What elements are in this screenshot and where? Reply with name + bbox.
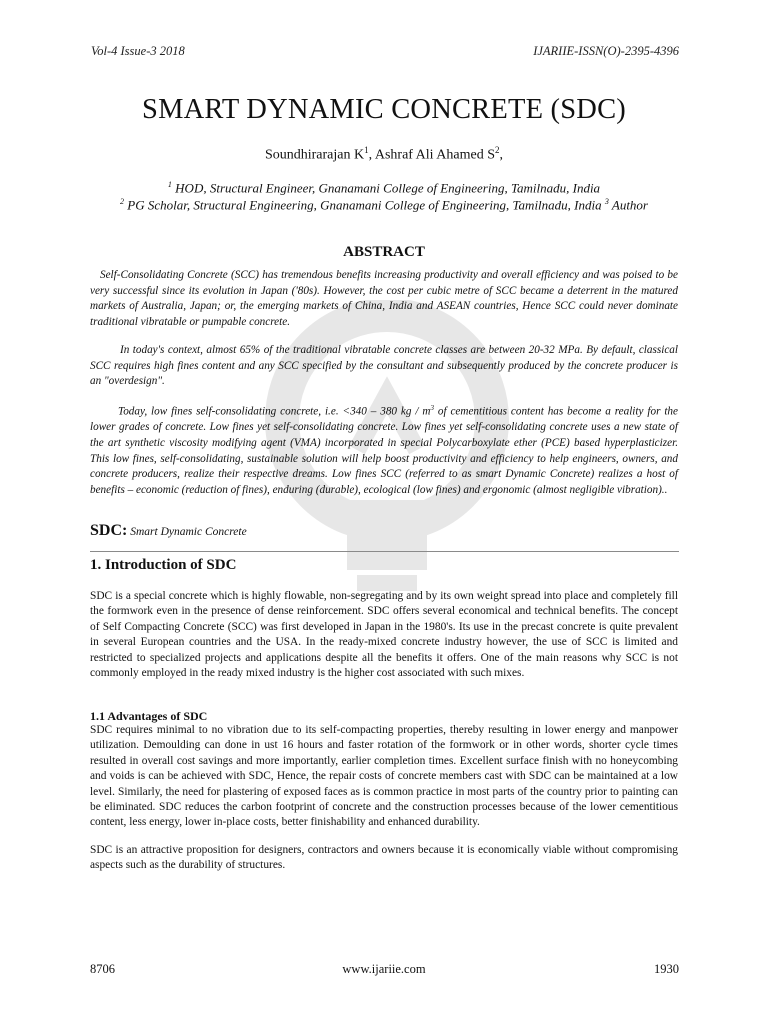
- affiliation-1-text: HOD, Structural Engineer, Gnanamani College of Engineering, Tamilnadu, India: [171, 180, 601, 196]
- affiliation-2-sup: 2: [120, 197, 124, 206]
- affiliation-2-tail: Author: [608, 197, 648, 213]
- header-issn: IJARIIE-ISSN(O)-2395-4396: [533, 44, 679, 58]
- section-1-1-paragraph-1: SDC requires minimal to no vibration due to its self-compacting properties, thereby resulting in lower energy and manpower utilization. Demoulding can done in ust 16 hours and faster rotation of the formwork or in other words, shorter cycle times resulted in overall cost savings and more importantly, earlier completion times. Excellent surface finish with no honeycombing and voids is can be achieved with SDC, Hence, the repair costs of concrete members cast with SDC can be maintained at a low level. Similarly, the need for plastering of exposed faces as is common practice in most parts of the country prior to painting can be eliminated. SDC reduces the carbon footprint of concrete and the construction processes because of the lower cementitious content, less energy, lower in-place costs, better finishability and enhanced durability.: [90, 724, 678, 829]
- keyword-label: SDC:: [90, 522, 128, 539]
- author-1: Soundhirarajan K: [264, 147, 365, 163]
- abstract-paragraph-3: [90, 401, 678, 498]
- paper-title: SMART DYNAMIC CONCRETE (SDC): [142, 94, 626, 125]
- affiliation-2-text: PG Scholar, Structural Engineering, Gnanamani College of Engineering, Tamilnadu, India: [124, 197, 605, 213]
- author-2-sup: 2: [495, 145, 500, 155]
- affiliation-2: [0, 197, 768, 213]
- keyword-text: Smart Dynamic Concrete: [127, 526, 247, 538]
- abstract-paragraph-1: Self-Consolidating Concrete (SCC) has tremendous benefits increasing productivity and overall efficiency and was poised to be very successful since its evolution in Japan ('80s). However, the cost per cubic metre of SCC became a deterrent in the matured markets of Australia, Japan; or, the emerging markets of China, India and ASEAN countries, Hence SCC could never dominate traditional vibratable or pumpable concrete.: [90, 269, 678, 328]
- affiliation-3-sup: 3: [604, 197, 609, 206]
- section-1-paragraph: SDC is a special concrete which is highly flowable, non-segregating and by its own weight spread into place and completely fill the formwork even in the presence of dense reinforcement. SDC offers several economical and technical benefits. The concept of Self Compacting Concrete (SCC) was first developed in Japan in the 1980's. Its use in the precast concrete is quite prevalent in several European countries and the USA. In the ready-mixed concrete industry however, the use of SCC is limited and restricted to specialized projects and applications despite all the benefits it offers. One of the main reasons why SCC is not commonly employed in the ready mixed industry is the higher cost associated with such mixes.: [90, 590, 678, 680]
- keywords-line: [90, 522, 247, 540]
- author-separator: ,: [368, 147, 375, 163]
- footer-page-id: 8706: [90, 962, 115, 976]
- affiliation-1-sup: 1: [167, 180, 172, 189]
- abstract-heading: ABSTRACT: [343, 244, 425, 260]
- header-volume: Vol-4 Issue-3 2018: [91, 44, 185, 58]
- section-1-1-heading: 1.1 Advantages of SDC: [90, 709, 208, 723]
- author-2: Ashraf Ali Ahamed S: [374, 147, 496, 163]
- footer-page-number: 1930: [654, 962, 679, 976]
- section-divider: [90, 551, 679, 552]
- author-end: ,: [499, 147, 504, 163]
- abstract-paragraph-2: In today's context, almost 65% of the traditional vibratable concrete classes are between 20-32 MPa. By default, classical SCC requires high fines content and any SCC specified by the consultant and subsequently produced by the concrete producer is an "overdesign".: [90, 344, 678, 388]
- section-1-1-paragraph-2: SDC is an attractive proposition for designers, contractors and owners because it is economically viable without compromising aspects such as the durability of structures.: [90, 844, 678, 872]
- affiliation-1: [0, 180, 768, 196]
- section-1-heading: 1. Introduction of SDC: [90, 557, 237, 573]
- author-list: [0, 145, 768, 164]
- cubic-sup: 3: [430, 404, 434, 412]
- abstract-paragraph-3-rest: of cementitious content has become a reality for the lower grades of concrete. Low fines yet self-consolidating concrete. Low fines yet self-consolidating concrete uses a new state of the art synthetic viscosity modifying agent (VMA) incorporated in special Polycarboxylate ether (PCE) based hyperplasticizer. This low fines, self-consolidating, sustainable solution will help boost productivity and efficiency to help engineers, owners, and concrete producers, realize their respective dreams. Low fines SCC (referred to as smart Dynamic Concrete) realizes a host of benefits – economic (reduction of fines), enduring (durable), ecological (low fines) and ergonomic (almost negligible vibration)..: [90, 405, 678, 496]
- author-1-sup: 1: [364, 145, 369, 155]
- footer-website: www.ijariie.com: [342, 962, 426, 976]
- abstract-paragraph-3-start: Today, low fines self-consolidating concrete, i.e. <340 – 380 kg / m: [118, 405, 431, 418]
